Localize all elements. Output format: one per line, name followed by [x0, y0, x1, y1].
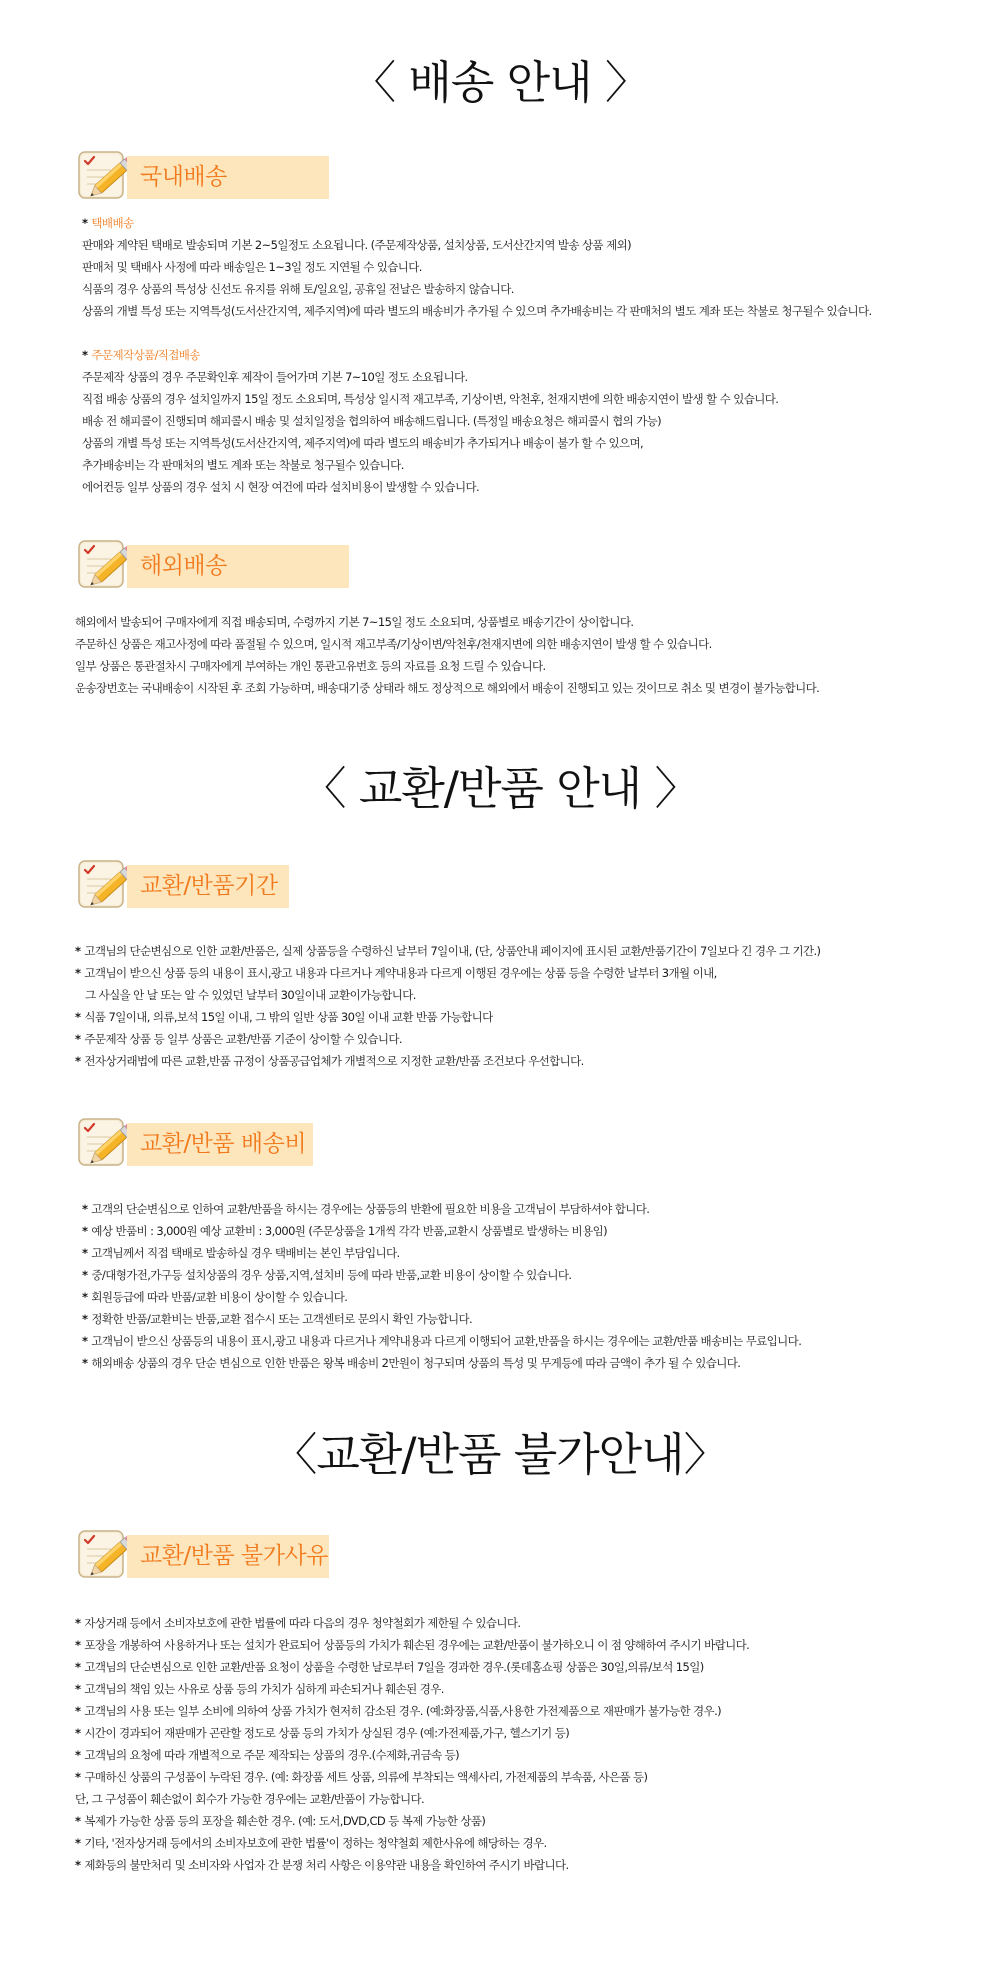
bullet-line: * 고객님의 단순변심으로 인한 교환/반품은, 실제 상품등을 수령하신 날부터 7일이내, (단, 상품안내 페이지에 표시된 교환/반품기간이 7일보다 긴 경우 그 기간.) — [75, 944, 821, 958]
bullet-line: * 포장을 개봉하여 사용하거나 또는 설치가 완료되어 상품등의 가치가 훼손된 경우에는 교환/반품이 불가하오니 이 점 양해하여 주시기 바랍니다. — [75, 1638, 750, 1652]
restriction-title: 〈교환/반품 불가안내〉 — [272, 1428, 728, 1481]
bullet-line: * 정확한 반품/교환비는 반품,교환 접수시 또는 고객센터로 문의시 확인 가능합니다. — [82, 1312, 473, 1326]
text-line: 추가배송비는 각 판매처의 별도 계좌 또는 착불로 청구될수 있습니다. — [82, 458, 404, 472]
text-line: 상품의 개별 특성 또는 지역특성(도서산간지역, 제주지역)에 따라 별도의 배송비가 추가되거나 배송이 불가 할 수 있으며, — [82, 436, 644, 450]
bullet-line: * 해외배송 상품의 경우 단순 변심으로 인한 반품은 왕복 배송비 2만원이 청구되며 상품의 특성 및 무게등에 따라 금액이 추가 될 수 있습니다. — [82, 1356, 741, 1370]
text-line: 상품의 개별 특성 또는 지역특성(도서산간지역, 제주지역)에 따라 별도의 배송비가 추가될 수 있으며 추가배송비는 각 판매처의 별도 계좌 또는 착불로 청구될수 있습니다. — [82, 304, 872, 318]
bullet-line: * 복제가 가능한 상품 등의 포장을 훼손한 경우. (예: 도서,DVD,CD 등 복제 가능한 상품) — [75, 1814, 486, 1828]
bullet-line: * 예상 반품비 : 3,000원 예상 교환비 : 3,000원 (주문상품을 1개씩 각각 반품,교환시 상품별로 발생하는 비용임) — [82, 1224, 607, 1238]
bullet-line: * 주문제작 상품 등 일부 상품은 교환/반품 기준이 상이할 수 있습니다. — [75, 1032, 402, 1046]
bullet-line: * 구매하신 상품의 구성품이 누락된 경우. (예: 화장품 세트 상품, 의류에 부착되는 액세사리, 가전제품의 부속품, 사은품 등) — [75, 1770, 648, 1784]
bullet-line: * 자상거래 등에서 소비자보호에 관한 법률에 따라 다음의 경우 청약철회가 제한될 수 있습니다. — [75, 1616, 521, 1630]
bullet-line: * 회원등급에 따라 반품/교환 비용이 상이할 수 있습니다. — [82, 1290, 348, 1304]
exchange-fee-text — [82, 1198, 801, 1374]
exchange-period-label: 교환/반품기간 — [140, 873, 278, 899]
exchange-fee-label: 교환/반품 배송비 — [140, 1131, 307, 1157]
bullet-line: * 기타, '전자상거래 등에서의 소비자보호에 관한 법률'이 정하는 청약철회 제한사유에 해당하는 경우. — [75, 1836, 547, 1850]
bullet-line: * 고객의 단순변심으로 인하여 교환/반품을 하시는 경우에는 상품등의 반환에 필요한 비용을 고객님이 부담하셔야 합니다. — [82, 1202, 650, 1216]
text-line: 주문하신 상품은 재고사정에 따라 품절될 수 있으며, 일시적 재고부족/기상이변/악천후/천재지변에 의한 배송지연이 발생 할 수 있습니다. — [75, 637, 712, 651]
bullet-line: * 고객님의 책임 있는 사유로 상품 등의 가치가 심하게 파손되거나 훼손된 경우. — [75, 1682, 444, 1696]
text-line: 판매와 계약된 택배로 발송되며 기본 2~5일정도 소요됩니다. (주문제작상품, 설치상품, 도서산간지역 발송 상품 제외) — [82, 238, 631, 252]
bullet-line: * 고객님의 요청에 따라 개별적으로 주문 제작되는 상품의 경우.(수제화,귀금속 등) — [75, 1748, 460, 1762]
text-line: 배송 전 해피콜이 진행되며 해피콜시 배송 및 설치일정을 협의하여 배송해드립니다. (특정일 배송요청은 해피콜시 협의 가능) — [82, 414, 662, 428]
bullet-line: * 고객님의 사용 또는 일부 소비에 의하여 상품 가치가 현저히 감소된 경우. (예:화장품,식품,사용한 가전제품으로 재판매가 불가능한 경우.) — [75, 1704, 722, 1718]
overseas-shipping-text — [75, 611, 819, 699]
exchange-period-text — [75, 940, 820, 1072]
restriction-reason-text — [75, 1612, 749, 1876]
bullet-line: * 전자상거래법에 따른 교환,반품 규정이 상품공급업체가 개별적으로 지정한 교환/반품 조건보다 우선합니다. — [75, 1054, 584, 1068]
shipping-title: 〈 배송 안내 〉 — [351, 56, 649, 109]
bullet-line: * 시간이 경과되어 재판매가 곤란할 정도로 상품 등의 가치가 상실된 경우 (예:가전제품,가구, 헬스기기 등) — [75, 1726, 570, 1740]
text-line: 운송장번호는 국내배송이 시작된 후 조회 가능하며, 배송대기중 상태라 해도 정상적으로 해외에서 배송이 진행되고 있는 것이므로 취소 및 변경이 불가능합니다. — [75, 681, 820, 695]
text-line: 해외에서 발송되어 구매자에게 직접 배송되며, 수령까지 기본 7~15일 정도 소요되며, 상품별로 배송기간이 상이합니다. — [75, 615, 634, 629]
text-line: 주문제작 상품의 경우 주문확인후 제작이 들어가며 기본 7~10일 정도 소요됩니다. — [82, 370, 468, 384]
custom-order-heading: * 주문제작상품/직접배송 — [82, 348, 200, 362]
text-line: 일부 상품은 통관절차시 구매자에게 부여하는 개인 통관고유번호 등의 자료를 요청 드릴 수 있습니다. — [75, 659, 546, 673]
bullet-line: * 고객님께서 직접 택배로 발송하실 경우 택배비는 본인 부담입니다. — [82, 1246, 400, 1260]
text-line: 식품의 경우 상품의 특성상 신선도 유지를 위해 토/일요일, 공휴일 전날은 발송하지 않습니다. — [82, 282, 514, 296]
bullet-line: * 중/대형가전,가구등 설치상품의 경우 상품,지역,설치비 등에 따라 반품,교환 비용이 상이할 수 있습니다. — [82, 1268, 572, 1282]
domestic-shipping-text — [82, 212, 872, 498]
overseas-shipping-label: 해외배송 — [140, 553, 227, 579]
text-line: 에어컨등 일부 상품의 경우 설치 시 현장 여건에 따라 설치비용이 발생할 수 있습니다. — [82, 480, 480, 494]
text-line: 판매처 및 택배사 사정에 따라 배송일은 1~3일 정도 지연될 수 있습니다. — [82, 260, 422, 274]
text-line: 그 사실을 안 날 또는 알 수 있었던 날부터 30일이내 교환이가능합니다. — [85, 988, 416, 1002]
bullet-line: * 식품 7일이내, 의류,보석 15일 이내, 그 밖의 일반 상품 30일 이내 교환 반품 가능합니다 — [75, 1010, 493, 1024]
bullet-line: * 제화등의 불만처리 및 소비자와 사업자 간 분쟁 처리 사항은 이용약관 내용을 확인하여 주시기 바랍니다. — [75, 1858, 569, 1872]
text-line: 직접 배송 상품의 경우 설치일까지 15일 정도 소요되며, 특성상 일시적 재고부족, 기상이변, 악천후, 천재지변에 의한 배송지연이 발생 할 수 있습니다. — [82, 392, 779, 406]
domestic-shipping-label: 국내배송 — [140, 164, 227, 190]
bullet-line: * 고객님이 받으신 상품 등의 내용이 표시,광고 내용과 다르거나 계약내용과 다르게 이행된 경우에는 상품 등을 수령한 날부터 3개월 이내, — [75, 966, 717, 980]
text-line: 단, 그 구성품이 훼손없이 회수가 가능한 경우에는 교환/반품이 가능합니다. — [75, 1792, 425, 1806]
bullet-line: * 고객님의 단순변심으로 인한 교환/반품 요청이 상품을 수령한 날로부터 7일을 경과한 경우.(롯데홈쇼핑 상품은 30일,의류/보석 15일) — [75, 1660, 704, 1674]
restriction-reason-label: 교환/반품 불가사유 — [140, 1543, 328, 1569]
bullet-line: * 고객님이 받으신 상품등의 내용이 표시,광고 내용과 다르거나 계약내용과 다르게 이행되어 교환,반품을 하시는 경우에는 교환/반품 배송비는 무료입니다. — [82, 1334, 802, 1348]
exchange-title: 〈 교환/반품 안내 〉 — [301, 762, 699, 815]
courier-heading: * 택배배송 — [82, 216, 134, 230]
